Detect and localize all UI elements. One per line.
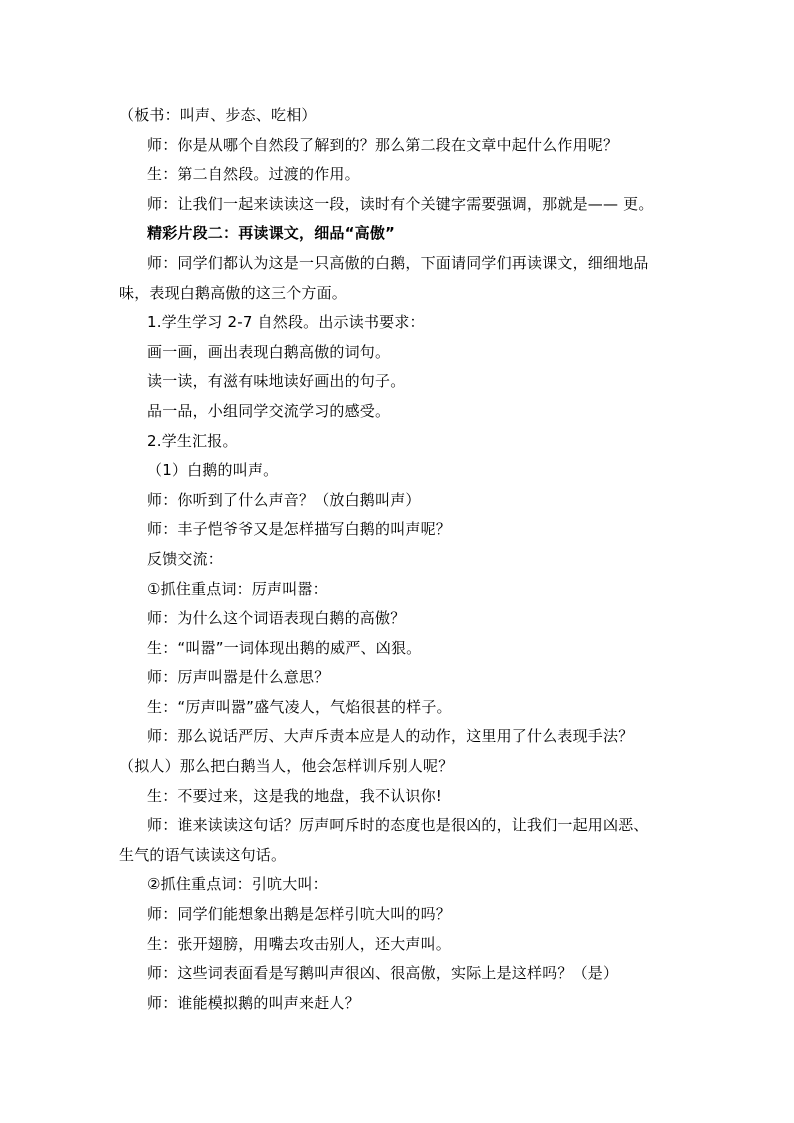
paragraph-line: 味，表现白鹅高傲的这三个方面。	[119, 283, 348, 302]
paragraph-line: 师：那么说话严厉、大声斥责本应是人的动作，这里用了什么表现手法？	[147, 727, 634, 746]
paragraph-line: 师：这些词表面看是写鹅叫声很凶、很高傲，实际上是这样吗？（是）	[147, 964, 619, 983]
paragraph-line: 生：张开翅膀，用嘴去攻击别人，还大声叫。	[147, 934, 452, 953]
paragraph-line: 师：让我们一起来读读这一段，读时有个关键字需要强调，那就是—— 更。	[147, 194, 654, 213]
paragraph-line: （拟人）那么把白鹅当人，他会怎样训斥别人呢？	[119, 757, 454, 776]
paragraph-line: 生：“叫嚣”一词体现出鹅的威严、凶狠。	[147, 638, 422, 657]
paragraph-line: 师：你听到了什么声音？（放白鹅叫声）	[147, 490, 421, 509]
paragraph-line: 生：第二自然段。过渡的作用。	[147, 165, 360, 184]
paragraph-line: 1.学生学习 2-7 自然段。出示读书要求：	[147, 313, 425, 332]
paragraph-line: 2.学生汇报。	[147, 431, 238, 450]
paragraph-line: 反馈交流：	[147, 549, 224, 568]
paragraph-line: 生：“厉声叫嚣”盛气凌人，气焰很甚的样子。	[147, 697, 452, 716]
paragraph-line: 师：为什么这个词语表现白鹅的高傲？	[147, 609, 406, 628]
paragraph-line: 师：谁能模拟鹅的叫声来赶人？	[147, 993, 360, 1012]
paragraph-line: 师：谁来读读这句话？厉声呵斥时的态度也是很凶的，让我们一起用凶恶、	[147, 816, 649, 835]
document-body	[119, 101, 679, 1018]
paragraph-line: 品一品，小组同学交流学习的感受。	[147, 401, 391, 420]
paragraph-line: 师：丰子恺爷爷又是怎样描写白鹅的叫声呢？	[147, 520, 452, 539]
paragraph-line: 师：同学们能想象出鹅是怎样引吭大叫的吗？	[147, 905, 452, 924]
paragraph-line: 生：不要过来，这是我的地盘，我不认识你!	[147, 786, 443, 805]
paragraph-line: 画一画，画出表现白鹅高傲的词句。	[147, 342, 391, 361]
paragraph-line: （1）白鹅的叫声。	[147, 461, 279, 480]
section-heading: 精彩片段二：再读课文，细品“高傲”	[147, 224, 396, 243]
paragraph-line: （板书：叫声、步态、吃相）	[119, 106, 317, 124]
paragraph-line: 读一读，有滋有味地读好画出的句子。	[147, 372, 406, 391]
paragraph-line: 生气的语气读读这句话。	[119, 845, 287, 864]
paragraph-line: 师：厉声叫嚣是什么意思？	[147, 668, 330, 687]
paragraph-line: 师：你是从哪个自然段了解到的？那么第二段在文章中起什么作用呢？	[147, 135, 619, 154]
paragraph-line: ②抓住重点词：引吭大叫：	[147, 875, 328, 894]
paragraph-line: 师：同学们都认为这是一只高傲的白鹅，下面请同学们再读课文，细细地品	[147, 253, 649, 272]
paragraph-line: ①抓住重点词：厉声叫嚣：	[147, 579, 328, 598]
